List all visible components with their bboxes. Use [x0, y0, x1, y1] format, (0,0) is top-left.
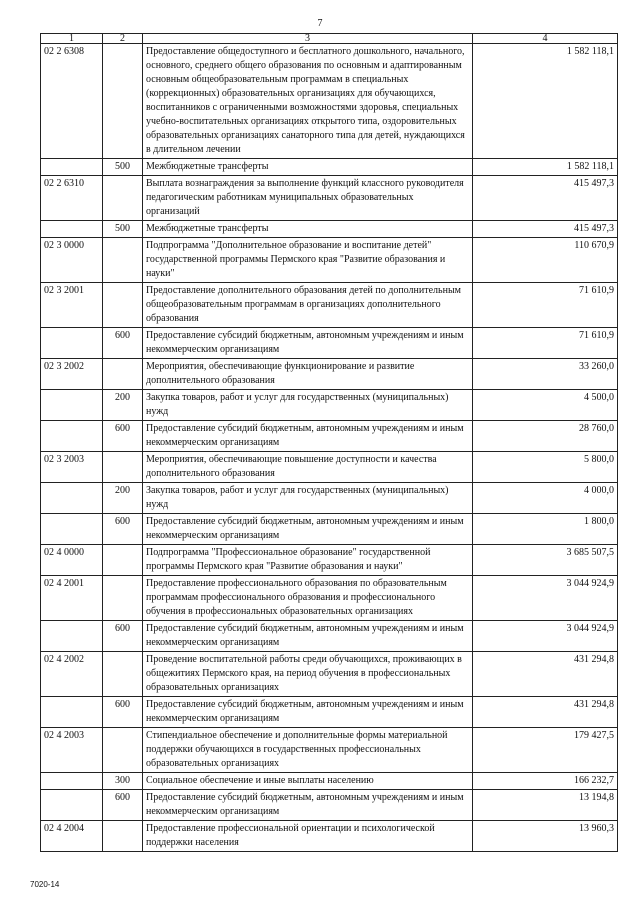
- row-amount: 415 497,3: [473, 176, 618, 221]
- table-row: [41, 283, 618, 328]
- row-name: Подпрограмма "Дополнительное образование и воспитание детей" государственной программы Пермского края "Развитие образования и науки": [143, 238, 473, 283]
- row-name: Предоставление дополнительного образования детей по дополнительным общеобразовательным программам в организациях дополнительного образования: [143, 283, 473, 328]
- row-amount: 4 000,0: [473, 483, 618, 514]
- table-row: [41, 576, 618, 621]
- row-expense-type: 500: [103, 159, 143, 176]
- row-amount: 71 610,9: [473, 283, 618, 328]
- row-name: Предоставление субсидий бюджетным, автономным учреждениям и иным некоммерческим организациям: [143, 328, 473, 359]
- row-amount: 13 194,8: [473, 790, 618, 821]
- row-name: Межбюджетные трансферты: [143, 221, 473, 238]
- header-col-3: 3: [143, 34, 473, 44]
- row-name: Предоставление субсидий бюджетным, автономным учреждениям и иным некоммерческим организациям: [143, 421, 473, 452]
- table-row: [41, 328, 618, 359]
- row-name: Предоставление субсидий бюджетным, автономным учреждениям и иным некоммерческим организациям: [143, 790, 473, 821]
- row-name: Предоставление профессионального образования по образовательным программам профессионального образования и профессионального обучения в профессиональных образовательных организациях: [143, 576, 473, 621]
- row-code: 02 3 2001: [41, 283, 103, 328]
- header-col-2: 2: [103, 34, 143, 44]
- row-amount: 33 260,0: [473, 359, 618, 390]
- table-row: [41, 773, 618, 790]
- budget-table: [40, 33, 618, 852]
- row-name: Проведение воспитательной работы среди обучающихся, проживающих в общежитиях Пермского края, на период обучения в профессиональных образовательных организациях: [143, 652, 473, 697]
- row-name: Стипендиальное обеспечение и дополнительные формы материальной поддержки обучающихся в государственных профессиональных образовательных организациях: [143, 728, 473, 773]
- row-amount: 3 044 924,9: [473, 576, 618, 621]
- row-name: Закупка товаров, работ и услуг для государственных (муниципальных) нужд: [143, 483, 473, 514]
- row-code: [41, 514, 103, 545]
- table-row: [41, 390, 618, 421]
- row-expense-type: [103, 545, 143, 576]
- row-expense-type: 600: [103, 421, 143, 452]
- row-name: Предоставление общедоступного и бесплатного дошкольного, начального, основного, среднего общего образования по основным и адаптированным основным общеобразовательным программам в специальных (коррекционных) образовательных организациях для обучающихся, воспитанников с ограниченными возможностями здоровья, специальных учебно-воспитательных организациях открытого типа, оздоровительных образовательных организациях санаторного типа для детей, нуждающихся в длительном лечении: [143, 44, 473, 159]
- document-code: 7020-14: [30, 880, 60, 889]
- row-expense-type: 600: [103, 697, 143, 728]
- table-row: [41, 238, 618, 283]
- row-name: Выплата вознаграждения за выполнение функций классного руководителя педагогическим работникам муниципальных образовательных организаций: [143, 176, 473, 221]
- row-expense-type: [103, 359, 143, 390]
- table-row: [41, 697, 618, 728]
- row-expense-type: 500: [103, 221, 143, 238]
- table-row: [41, 652, 618, 697]
- row-expense-type: [103, 576, 143, 621]
- table-row: [41, 359, 618, 390]
- row-amount: 13 960,3: [473, 821, 618, 852]
- row-code: 02 4 2001: [41, 576, 103, 621]
- row-code: 02 2 6310: [41, 176, 103, 221]
- table-row: [41, 545, 618, 576]
- row-expense-type: [103, 283, 143, 328]
- row-name: Закупка товаров, работ и услуг для государственных (муниципальных) нужд: [143, 390, 473, 421]
- row-code: 02 3 2002: [41, 359, 103, 390]
- row-name: Предоставление субсидий бюджетным, автономным учреждениям и иным некоммерческим организациям: [143, 514, 473, 545]
- row-expense-type: [103, 821, 143, 852]
- row-code: [41, 159, 103, 176]
- row-code: 02 4 2003: [41, 728, 103, 773]
- row-amount: 1 582 118,1: [473, 44, 618, 159]
- row-expense-type: [103, 238, 143, 283]
- header-col-1: 1: [41, 34, 103, 44]
- table-row: [41, 452, 618, 483]
- row-amount: 179 427,5: [473, 728, 618, 773]
- row-code: [41, 421, 103, 452]
- page-number: 7: [317, 18, 323, 29]
- row-expense-type: [103, 452, 143, 483]
- row-expense-type: [103, 176, 143, 221]
- row-amount: 1 582 118,1: [473, 159, 618, 176]
- row-name: Мероприятия, обеспечивающие функционирование и развитие дополнительного образования: [143, 359, 473, 390]
- row-amount: 431 294,8: [473, 652, 618, 697]
- row-name: Предоставление субсидий бюджетным, автономным учреждениям и иным некоммерческим организациям: [143, 621, 473, 652]
- row-code: [41, 697, 103, 728]
- row-code: [41, 790, 103, 821]
- row-amount: 5 800,0: [473, 452, 618, 483]
- row-name: Подпрограмма "Профессиональное образование" государственной программы Пермского края "Развитие образования и науки": [143, 545, 473, 576]
- table-row: [41, 176, 618, 221]
- table-row: [41, 728, 618, 773]
- row-code: 02 3 0000: [41, 238, 103, 283]
- row-name: Предоставление профессиональной ориентации и психологической поддержки населения: [143, 821, 473, 852]
- table-row: [41, 159, 618, 176]
- table-row: [41, 821, 618, 852]
- row-code: 02 4 0000: [41, 545, 103, 576]
- table-row: [41, 621, 618, 652]
- row-amount: 28 760,0: [473, 421, 618, 452]
- row-code: [41, 221, 103, 238]
- row-amount: 4 500,0: [473, 390, 618, 421]
- row-code: [41, 773, 103, 790]
- row-amount: 1 800,0: [473, 514, 618, 545]
- row-amount: 415 497,3: [473, 221, 618, 238]
- row-expense-type: 600: [103, 790, 143, 821]
- row-name: Межбюджетные трансферты: [143, 159, 473, 176]
- row-expense-type: 200: [103, 390, 143, 421]
- row-expense-type: 600: [103, 514, 143, 545]
- table-row: [41, 221, 618, 238]
- row-expense-type: 600: [103, 328, 143, 359]
- table-row: [41, 44, 618, 159]
- row-amount: 3 044 924,9: [473, 621, 618, 652]
- row-expense-type: 600: [103, 621, 143, 652]
- row-amount: 166 232,7: [473, 773, 618, 790]
- table-row: [41, 483, 618, 514]
- row-expense-type: 300: [103, 773, 143, 790]
- row-name: Социальное обеспечение и иные выплаты населению: [143, 773, 473, 790]
- row-code: 02 4 2004: [41, 821, 103, 852]
- table-row: [41, 514, 618, 545]
- table-row: [41, 790, 618, 821]
- table-body: [41, 44, 618, 852]
- row-amount: 3 685 507,5: [473, 545, 618, 576]
- row-code: [41, 483, 103, 514]
- row-name: Мероприятия, обеспечивающие повышение доступности и качества дополнительного образования: [143, 452, 473, 483]
- row-amount: 431 294,8: [473, 697, 618, 728]
- row-expense-type: [103, 44, 143, 159]
- row-expense-type: 200: [103, 483, 143, 514]
- table-row: [41, 421, 618, 452]
- row-expense-type: [103, 728, 143, 773]
- row-amount: 110 670,9: [473, 238, 618, 283]
- row-code: [41, 621, 103, 652]
- row-expense-type: [103, 652, 143, 697]
- row-code: 02 3 2003: [41, 452, 103, 483]
- row-amount: 71 610,9: [473, 328, 618, 359]
- header-col-4: 4: [473, 34, 618, 44]
- row-code: 02 4 2002: [41, 652, 103, 697]
- table-header: [41, 34, 618, 44]
- row-name: Предоставление субсидий бюджетным, автономным учреждениям и иным некоммерческим организациям: [143, 697, 473, 728]
- row-code: [41, 390, 103, 421]
- row-code: 02 2 6308: [41, 44, 103, 159]
- row-code: [41, 328, 103, 359]
